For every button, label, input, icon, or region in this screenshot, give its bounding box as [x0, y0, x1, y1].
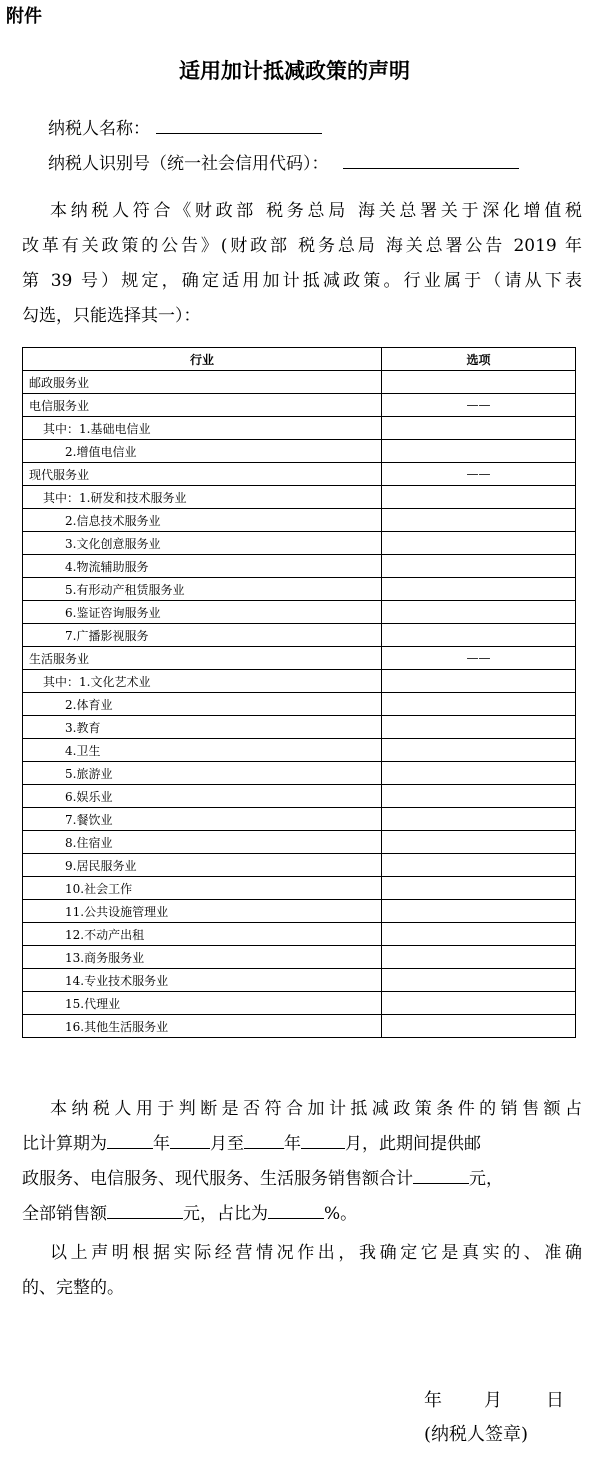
- end-month-field[interactable]: [301, 1132, 345, 1149]
- sales-text: 全部销售额: [22, 1204, 107, 1224]
- industry-cell: 3.教育: [23, 716, 382, 739]
- option-cell: ——: [382, 647, 576, 670]
- industry-cell: 10.社会工作: [23, 877, 382, 900]
- table-row: [23, 532, 576, 555]
- option-cell[interactable]: [382, 578, 576, 601]
- ratio-field[interactable]: [268, 1202, 324, 1219]
- option-cell[interactable]: [382, 624, 576, 647]
- industry-cell: 其中：1.文化艺术业: [23, 670, 382, 693]
- industry-table-body: [23, 371, 576, 1038]
- table-row: [23, 417, 576, 440]
- table-row: [23, 578, 576, 601]
- intro-line: 第 39 号）规定，确定适用加计抵减政策。行业属于（请从下表: [22, 271, 582, 291]
- option-cell[interactable]: [382, 854, 576, 877]
- column-header-option: 选项: [382, 348, 576, 371]
- table-header-row: [23, 348, 576, 371]
- table-row: [23, 693, 576, 716]
- industry-cell: 3.文化创意服务业: [23, 532, 382, 555]
- option-cell[interactable]: [382, 969, 576, 992]
- industry-cell: 9.居民服务业: [23, 854, 382, 877]
- industry-cell: 14.专业技术服务业: [23, 969, 382, 992]
- industry-cell: 现代服务业: [23, 463, 382, 486]
- taxpayer-name-label: 纳税人名称：: [48, 119, 150, 139]
- signature-year: 年: [424, 1390, 442, 1411]
- table-row: [23, 808, 576, 831]
- taxpayer-name-field[interactable]: [156, 117, 322, 134]
- industry-cell: 2.体育业: [23, 693, 382, 716]
- table-row: [23, 394, 576, 417]
- sales-text: 元，: [469, 1169, 503, 1189]
- start-month-field[interactable]: [170, 1132, 210, 1149]
- sales-text: 月，此期间提供邮: [345, 1134, 481, 1154]
- option-cell[interactable]: [382, 1015, 576, 1038]
- table-row: [23, 463, 576, 486]
- taxpayer-id-label: 纳税人识别号（统一社会信用代码）：: [48, 154, 329, 174]
- option-cell[interactable]: [382, 739, 576, 762]
- table-row: [23, 670, 576, 693]
- industry-cell: 2.增值电信业: [23, 440, 382, 463]
- industry-cell: 4.物流辅助服务: [23, 555, 382, 578]
- table-row: [23, 969, 576, 992]
- table-row: [23, 440, 576, 463]
- option-cell[interactable]: [382, 785, 576, 808]
- intro-line: 本纳税人符合《财政部 税务总局 海关总署关于深化增值税: [50, 201, 582, 221]
- industry-table: [22, 347, 576, 1038]
- table-row: [23, 831, 576, 854]
- option-cell[interactable]: [382, 670, 576, 693]
- sales-text: 年: [153, 1134, 170, 1154]
- industry-cell: 5.有形动产租赁服务业: [23, 578, 382, 601]
- signature-day: 日: [546, 1390, 564, 1411]
- industry-cell: 15.代理业: [23, 992, 382, 1015]
- table-row: [23, 486, 576, 509]
- option-cell[interactable]: [382, 831, 576, 854]
- industry-cell: 16.其他生活服务业: [23, 1015, 382, 1038]
- option-cell[interactable]: [382, 900, 576, 923]
- taxpayer-id-field[interactable]: [343, 152, 519, 169]
- table-row: [23, 371, 576, 394]
- taxpayer-name-row: [48, 114, 322, 139]
- industry-cell: 11.公共设施管理业: [23, 900, 382, 923]
- industry-cell: 5.旅游业: [23, 762, 382, 785]
- start-year-field[interactable]: [107, 1132, 153, 1149]
- taxpayer-id-row: [48, 149, 519, 174]
- declaration-line: 的、完整的。: [22, 1278, 124, 1298]
- industry-cell: 其中：1.基础电信业: [23, 417, 382, 440]
- option-cell[interactable]: [382, 716, 576, 739]
- option-cell[interactable]: [382, 486, 576, 509]
- industry-cell: 12.不动产出租: [23, 923, 382, 946]
- sales-text: 年: [284, 1134, 301, 1154]
- taxpayer-seal-label: (纳税人签章): [424, 1424, 529, 1445]
- table-row: [23, 992, 576, 1015]
- option-cell[interactable]: [382, 440, 576, 463]
- table-row: [23, 1015, 576, 1038]
- industry-cell: 8.住宿业: [23, 831, 382, 854]
- sales-line: [22, 1197, 582, 1232]
- industry-cell: 邮政服务业: [23, 371, 382, 394]
- end-year-field[interactable]: [244, 1132, 284, 1149]
- table-row: [23, 647, 576, 670]
- industry-cell: 电信服务业: [23, 394, 382, 417]
- industry-cell: 生活服务业: [23, 647, 382, 670]
- option-cell[interactable]: [382, 877, 576, 900]
- table-row: [23, 785, 576, 808]
- option-cell[interactable]: [382, 923, 576, 946]
- sales-text: %。: [324, 1204, 358, 1224]
- annex-label: 附件: [6, 6, 42, 27]
- intro-line: 勾选，只能选择其一）：: [22, 306, 201, 326]
- option-cell[interactable]: [382, 417, 576, 440]
- option-cell[interactable]: [382, 693, 576, 716]
- industry-cell: 7.广播影视服务: [23, 624, 382, 647]
- table-row: [23, 739, 576, 762]
- table-row: [23, 762, 576, 785]
- table-row: [23, 900, 576, 923]
- sales-paragraph: [22, 1092, 582, 1232]
- declaration-line: 以上声明根据实际经营情况作出，我确定它是真实的、准确: [50, 1243, 582, 1263]
- sales-line: [22, 1162, 582, 1197]
- option-cell[interactable]: [382, 371, 576, 394]
- sales-text: 比计算期为: [22, 1134, 107, 1154]
- table-row: [23, 854, 576, 877]
- industry-cell: 6.娱乐业: [23, 785, 382, 808]
- signature-month: 月: [484, 1390, 502, 1411]
- table-row: [23, 877, 576, 900]
- table-row: [23, 923, 576, 946]
- sales-text: 政服务、电信服务、现代服务、生活服务销售额合计: [22, 1169, 413, 1189]
- table-row: [23, 555, 576, 578]
- industry-cell: 6.鉴证咨询服务业: [23, 601, 382, 624]
- table-row: [23, 624, 576, 647]
- table-row: [23, 509, 576, 532]
- option-cell[interactable]: [382, 509, 576, 532]
- table-row: [23, 716, 576, 739]
- industry-cell: 2.信息技术服务业: [23, 509, 382, 532]
- intro-line: 改革有关政策的公告》(财政部 税务总局 海关总署公告 2019 年: [22, 236, 582, 256]
- option-cell[interactable]: [382, 992, 576, 1015]
- option-cell[interactable]: [382, 762, 576, 785]
- option-cell[interactable]: [382, 808, 576, 831]
- option-cell[interactable]: [382, 601, 576, 624]
- column-header-industry: 行业: [23, 348, 382, 371]
- option-cell[interactable]: [382, 555, 576, 578]
- table-row: [23, 601, 576, 624]
- industry-cell: 4.卫生: [23, 739, 382, 762]
- declaration-paragraph: [22, 1236, 582, 1306]
- intro-paragraph: [22, 194, 582, 334]
- sales-text: 元，占比为: [183, 1204, 268, 1224]
- total-sales-field[interactable]: [107, 1202, 183, 1219]
- sales-line: 本纳税人用于判断是否符合加计抵减政策条件的销售额占: [50, 1099, 582, 1119]
- table-row: [23, 946, 576, 969]
- service-sales-total-field[interactable]: [413, 1167, 469, 1184]
- page-title: 适用加计抵减政策的声明: [179, 58, 410, 83]
- industry-cell: 13.商务服务业: [23, 946, 382, 969]
- industry-cell: 其中：1.研发和技术服务业: [23, 486, 382, 509]
- sales-line: [22, 1127, 582, 1162]
- industry-cell: 7.餐饮业: [23, 808, 382, 831]
- sales-text: 月至: [210, 1134, 244, 1154]
- option-cell: ——: [382, 463, 576, 486]
- option-cell[interactable]: [382, 532, 576, 555]
- option-cell[interactable]: [382, 946, 576, 969]
- option-cell: ——: [382, 394, 576, 417]
